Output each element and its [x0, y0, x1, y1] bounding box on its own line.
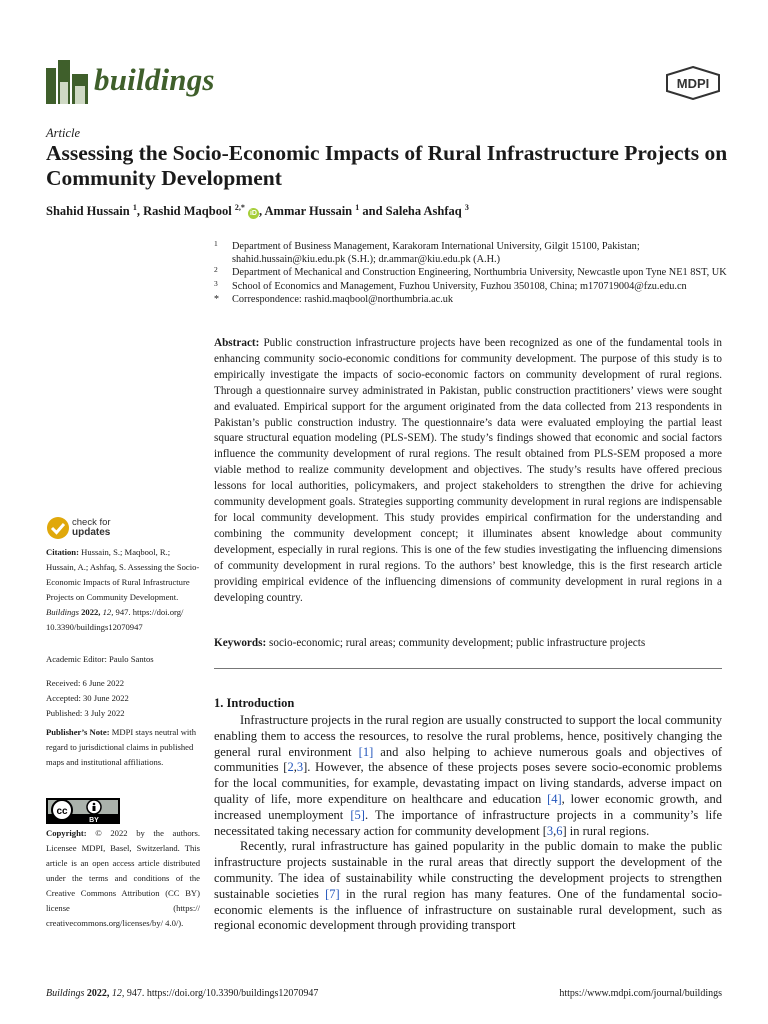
author-separator: , [258, 204, 263, 219]
affiliation-text: Department of Business Management, Karakoram International University, Gilgit 15100, Pakistan; shahid.hussain@kiu.edu.pk (S.H.); dr.ammar@kiu.edu.pk (A.H.) [232, 241, 640, 266]
author-name[interactable]: Rashid Maqbool [143, 204, 232, 219]
citation-volume: 12, [102, 607, 114, 617]
copyright-block [46, 826, 200, 931]
footer-journal-url[interactable]: https://www.mdpi.com/journal/buildings [559, 988, 722, 999]
section-divider [214, 668, 722, 669]
intro-text: , [553, 823, 557, 838]
correspondence-text: Correspondence: rashid.maqbool@northumbria.ac.uk [232, 293, 454, 305]
mdpi-logo-text: MDPI [676, 76, 710, 91]
intro-text: ]. However, the absence of these projects poses severe socio-economic problems for the local communities, for example, devastating impact on living standards, adverse impact on quality of life, more expenditure on healthcare and education [214, 760, 723, 806]
citation-year: 2022, [81, 607, 101, 617]
citation-link[interactable]: [4] [547, 791, 562, 806]
citation-link[interactable]: [7] [325, 886, 340, 901]
citation-link[interactable]: 3 [296, 760, 304, 775]
intro-text: and also helping to achieve numerous goals and objectives of communities [ [214, 744, 722, 775]
affiliation-number: 3 [214, 278, 218, 288]
publisher-note [46, 725, 200, 770]
introduction-body [214, 713, 722, 934]
affiliation-item [214, 280, 734, 293]
affiliation-item [214, 240, 734, 266]
citation-text: Hussain, S.; Maqbool, R.; Hussain, A.; Ashfaq, S. Assessing the Socio-Economic Impacts of Rural Infrastructure Projects on Community Development. [46, 547, 200, 602]
author-separator: , [136, 204, 140, 219]
affiliation-text: Department of Mechanical and Construction Engineering, Northumbria University, Newcastle upon Tyne NE1 8ST, UK [232, 267, 727, 279]
intro-text: , lower economic growth, and increased unemployment [214, 791, 722, 822]
footer-year: 2022, [86, 988, 110, 999]
paper-title: Assessing the Socio-Economic Impacts of Rural Infrastructure Projects on Community Development [46, 141, 728, 190]
article-type: Article [46, 126, 81, 140]
affiliation-item [214, 266, 734, 279]
footer-doi[interactable]: 947. https://doi.org/10.3390/buildings12070947 [126, 988, 319, 999]
footer-citation [46, 988, 318, 999]
author-list [46, 203, 469, 219]
footer-volume: 12, [111, 988, 125, 999]
intro-text: , [293, 760, 297, 775]
affiliation-number: 2 [214, 265, 218, 275]
author-conjunction: and [362, 204, 383, 219]
citation-link[interactable]: 6 [556, 823, 563, 838]
citation-label: Citation: [46, 547, 79, 557]
abstract [214, 336, 722, 606]
affiliation-text: School of Economics and Management, Fuzhou University, Fuzhou 350108, China; m170719004@fzu.edu.cn [232, 280, 687, 292]
citation-link[interactable]: 2 [287, 760, 294, 775]
mdpi-logo-icon [664, 66, 722, 100]
author-affiliation-mark: 3 [464, 203, 469, 212]
check-for-updates-badge[interactable] [46, 516, 126, 542]
correspondence-item [214, 293, 734, 306]
intro-paragraph [214, 713, 722, 839]
check-for-updates-icon [46, 516, 70, 540]
copyright-label: Copyright: [46, 828, 87, 838]
author-name[interactable]: Ammar Hussain [264, 204, 353, 219]
author-name[interactable]: Shahid Hussain [46, 204, 130, 219]
citation-link[interactable]: [1] [358, 744, 374, 759]
journal-name: buildings [94, 62, 215, 97]
affiliation-number: 1 [214, 239, 218, 248]
keywords [214, 636, 722, 651]
journal-logo-icon [46, 60, 88, 104]
received-date: Received: 6 June 2022 [46, 678, 125, 688]
author-affiliation-mark: 2,* [234, 203, 245, 212]
dates-block [46, 676, 200, 721]
author-affiliation-mark: 1 [132, 203, 137, 212]
check-line-1: check for [72, 517, 111, 528]
citation-doi[interactable]: 947. https://doi.org/ 10.3390/buildings12070947 [46, 607, 184, 632]
author-name[interactable]: Saleha Ashfaq [385, 204, 462, 219]
publisher-note-label: Publisher’s Note: [46, 727, 110, 737]
citation-block [46, 545, 200, 635]
published-date: Published: 3 July 2022 [46, 708, 125, 718]
check-for-updates-label [72, 518, 111, 538]
keywords-text: socio-economic; rural areas; community development; public infrastructure projects [269, 637, 646, 649]
correspondence-mark: * [214, 293, 219, 305]
check-line-2: updates [72, 527, 111, 538]
citation-journal: Buildings [46, 607, 79, 617]
academic-editor: Academic Editor: Paulo Santos [46, 654, 154, 664]
section-heading-introduction: 1. Introduction [214, 696, 295, 710]
author-affiliation-mark: 1 [355, 203, 360, 212]
intro-text: Infrastructure projects in the rural region are usually constructed to support the local community enabling them to access the resources, to resolve the rural problems, hence, positively changing the general rural environment [214, 713, 722, 759]
footer-journal: Buildings [46, 988, 85, 999]
cc-by-license-icon[interactable] [46, 798, 120, 824]
citation-link[interactable]: 3 [546, 823, 554, 838]
cc-by-label: BY [89, 817, 99, 824]
abstract-label: Abstract: [214, 337, 260, 349]
copyright-text: © 2022 by the authors. Licensee MDPI, Basel, Switzerland. This article is an open access article distributed under the terms and conditions of the Creative Commons Attribution (CC BY) license (https:// creativecommons.org/licenses/by/ 4.0/). [46, 828, 200, 928]
intro-text: ] in rural regions. [562, 823, 650, 838]
abstract-text: Public construction infrastructure projects have been recognized as one of the fundamental tools in enhancing community socio-economic conditions for community development. The purpose of this study is to empirically investigate the impacts of socio-economic factors on community development of rural regions. Through a questionnaire survey administrated in Pakistan, public construction practitioners’ views were sought and evaluated. Empirical support for the argument originated from the data collected from 213 respondents in Pakistan’s public construction industry. The questionnaire’s data were evaluated employing the partial least square structural equation modeling (PLS-SEM). The study’s findings showed that economic and social factors influence the community development of rural regions. The result obtained from PLS-SEM proposed a more viable method to realize community development and objectives. The study’s results have offered precious lessons for local authorities, policymakers, and project stakeholders to strengthen the drive for achieving community development goals. Strategies supporting community development in rural regions are indispensable for local community development. This study provides empirical confirmation for the understanding and combining the community development concept; it illuminates absent knowledge about community development, especially in rural regions. This is one of the few studies investigating the influencing dimensions of community development in rural regions. To the authors’ best knowledge, this is the first research article providing empirical evidence of the influencing dimensions of community development in rural regions in a developing country. [214, 337, 723, 604]
affiliations [214, 240, 734, 306]
intro-text: Recently, rural infrastructure has gained popularity in the public domain to make the public infrastructure projects sustainable in the rural areas that directly support the development of the community. The idea of sustainability while constructing the development projects to strengthen sustainable societies [214, 839, 722, 901]
accepted-date: Accepted: 30 June 2022 [46, 693, 129, 703]
publisher-note-text: MDPI stays neutral with regard to jurisdictional claims in published maps and institutional affiliations. [46, 727, 196, 767]
citation-link[interactable]: [5] [350, 807, 365, 822]
intro-text: in the rural region has many features. One of the fundamental socio-economic elements is the influence of infrastructure on sustainable rural development, such as regional economic development through providing transport [214, 886, 722, 933]
orcid-icon[interactable]: iD [249, 210, 257, 218]
keywords-label: Keywords: [214, 637, 267, 649]
intro-paragraph [214, 839, 722, 934]
svg-text:cc: cc [56, 806, 68, 817]
intro-text: . The importance of infrastructure projects in a community’s life necessitated taking necessary action for community development [ [214, 807, 722, 838]
